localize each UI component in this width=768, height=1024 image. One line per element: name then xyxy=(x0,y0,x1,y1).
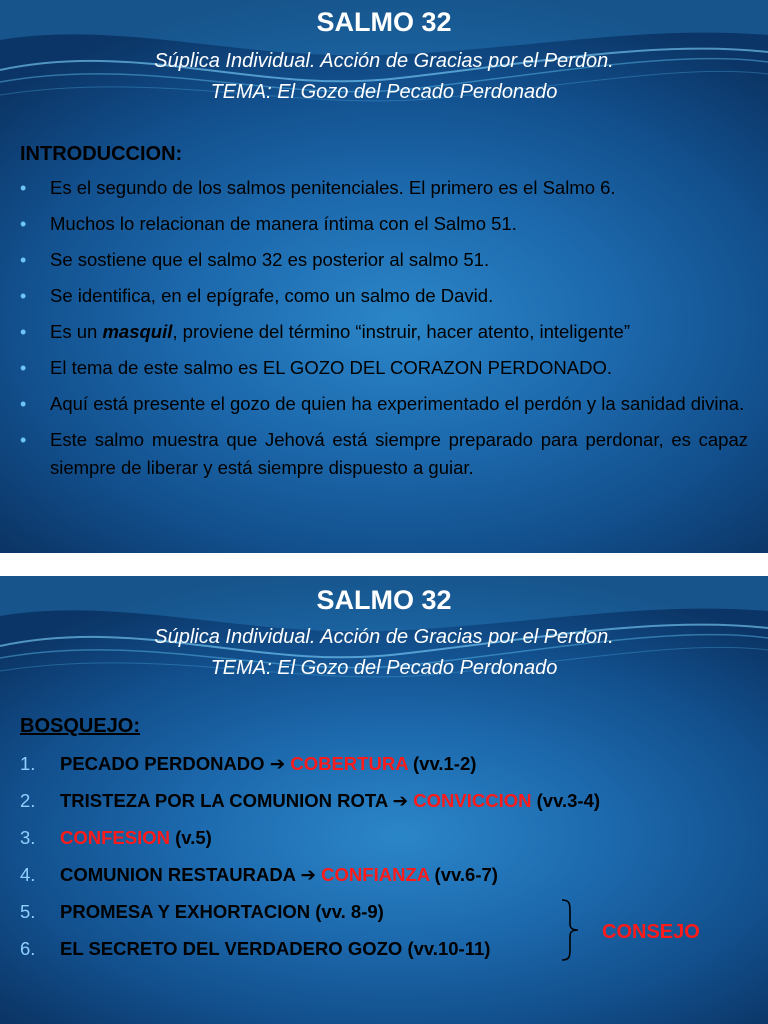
item-keyword: CONFIANZA xyxy=(321,864,430,885)
list-item xyxy=(20,282,748,310)
item-reference: (vv.6-7) xyxy=(429,864,498,885)
item-number: 1. xyxy=(20,753,36,774)
bullet-text: Se identifica, en el epígrafe, como un salmo de David. xyxy=(50,285,494,306)
list-item xyxy=(20,426,748,482)
item-number: 4. xyxy=(20,864,36,885)
outline-item xyxy=(20,786,601,823)
bullet-icon: • xyxy=(20,394,27,414)
item-keyword: CONFESION xyxy=(60,827,170,848)
bullet-icon: • xyxy=(20,358,27,378)
bullet-icon: • xyxy=(20,250,27,270)
intro-bullet-list xyxy=(20,174,748,490)
item-title: PECADO PERDONADO xyxy=(60,753,270,774)
item-title: EL SECRETO DEL VERDADERO GOZO (vv.10-11) xyxy=(60,938,491,959)
bullet-icon: • xyxy=(20,214,27,234)
item-number: 2. xyxy=(20,790,36,811)
arrow-icon: ➔ xyxy=(300,864,317,885)
slide-theme: TEMA: El Gozo del Pecado Perdonado xyxy=(210,81,558,103)
list-item xyxy=(20,390,748,418)
outline-item xyxy=(20,897,580,934)
bullet-text: Se sostiene que el salmo 32 es posterior al salmo 51. xyxy=(50,249,490,270)
section-heading: INTRODUCCION: xyxy=(20,143,183,165)
list-item xyxy=(20,354,748,382)
bullet-icon: • xyxy=(20,178,27,198)
slide-theme: TEMA: El Gozo del Pecado Perdonado xyxy=(210,657,558,679)
bullet-text: Aquí está presente el gozo de quien ha experimentado el perdón y la sanidad divina. xyxy=(50,393,745,414)
outline-item xyxy=(20,934,580,971)
item-title: TRISTEZA POR LA COMUNION ROTA xyxy=(60,790,393,811)
item-reference: (vv.3-4) xyxy=(531,790,601,811)
bullet-text: Muchos lo relacionan de manera íntima con el Salmo 51. xyxy=(50,213,517,234)
item-number: 5. xyxy=(20,901,36,922)
item-reference: (vv.1-2) xyxy=(407,753,477,774)
outline-list xyxy=(20,749,601,971)
bullet-text: El tema de este salmo es EL GOZO DEL CORAZON PERDONADO. xyxy=(50,357,613,378)
slide-subtitle: Súplica Individual. Acción de Gracias por el Perdon. xyxy=(154,50,614,72)
outline-item xyxy=(20,860,580,897)
consejo-label: CONSEJO xyxy=(602,921,700,943)
list-item xyxy=(20,318,748,346)
arrow-icon: ➔ xyxy=(269,753,286,774)
item-reference: (v.5) xyxy=(169,827,212,848)
arrow-icon: ➔ xyxy=(392,790,409,811)
list-item xyxy=(20,174,748,202)
list-item xyxy=(20,210,748,238)
item-number: 6. xyxy=(20,938,36,959)
slide-title: SALMO 32 xyxy=(316,585,452,615)
bullet-icon: • xyxy=(20,286,27,306)
item-keyword: COBERTURA xyxy=(290,753,408,774)
bullet-text: Es el segundo de los salmos penitenciales. El primero es el Salmo 6. xyxy=(50,177,616,198)
bullet-text: Este salmo muestra que Jehová está siempre preparado para perdonar, es capaz siempre de liberar y está siempre dispuesto a guiar. xyxy=(50,429,748,478)
outline-item xyxy=(20,749,580,786)
bullet-icon: • xyxy=(20,322,27,342)
slide-bosquejo xyxy=(0,576,768,1024)
item-title: COMUNION RESTAURADA xyxy=(60,864,301,885)
item-number: 3. xyxy=(20,827,36,848)
bullet-text-suffix: , proviene del término “instruir, hacer atento, inteligente” xyxy=(172,321,630,342)
bullet-icon: • xyxy=(20,430,27,450)
bullet-text-prefix: Es un xyxy=(50,321,103,342)
list-item xyxy=(20,246,748,274)
outline-item xyxy=(20,823,580,860)
masquil-term: masquil xyxy=(102,321,173,342)
section-heading: BOSQUEJO: xyxy=(20,715,141,737)
item-keyword: CONVICCION xyxy=(413,790,532,811)
slide-subtitle: Súplica Individual. Acción de Gracias por el Perdon. xyxy=(154,626,614,648)
slide-title: SALMO 32 xyxy=(316,7,452,37)
right-brace-icon xyxy=(558,898,588,962)
item-title: PROMESA Y EXHORTACION (vv. 8-9) xyxy=(60,901,384,922)
